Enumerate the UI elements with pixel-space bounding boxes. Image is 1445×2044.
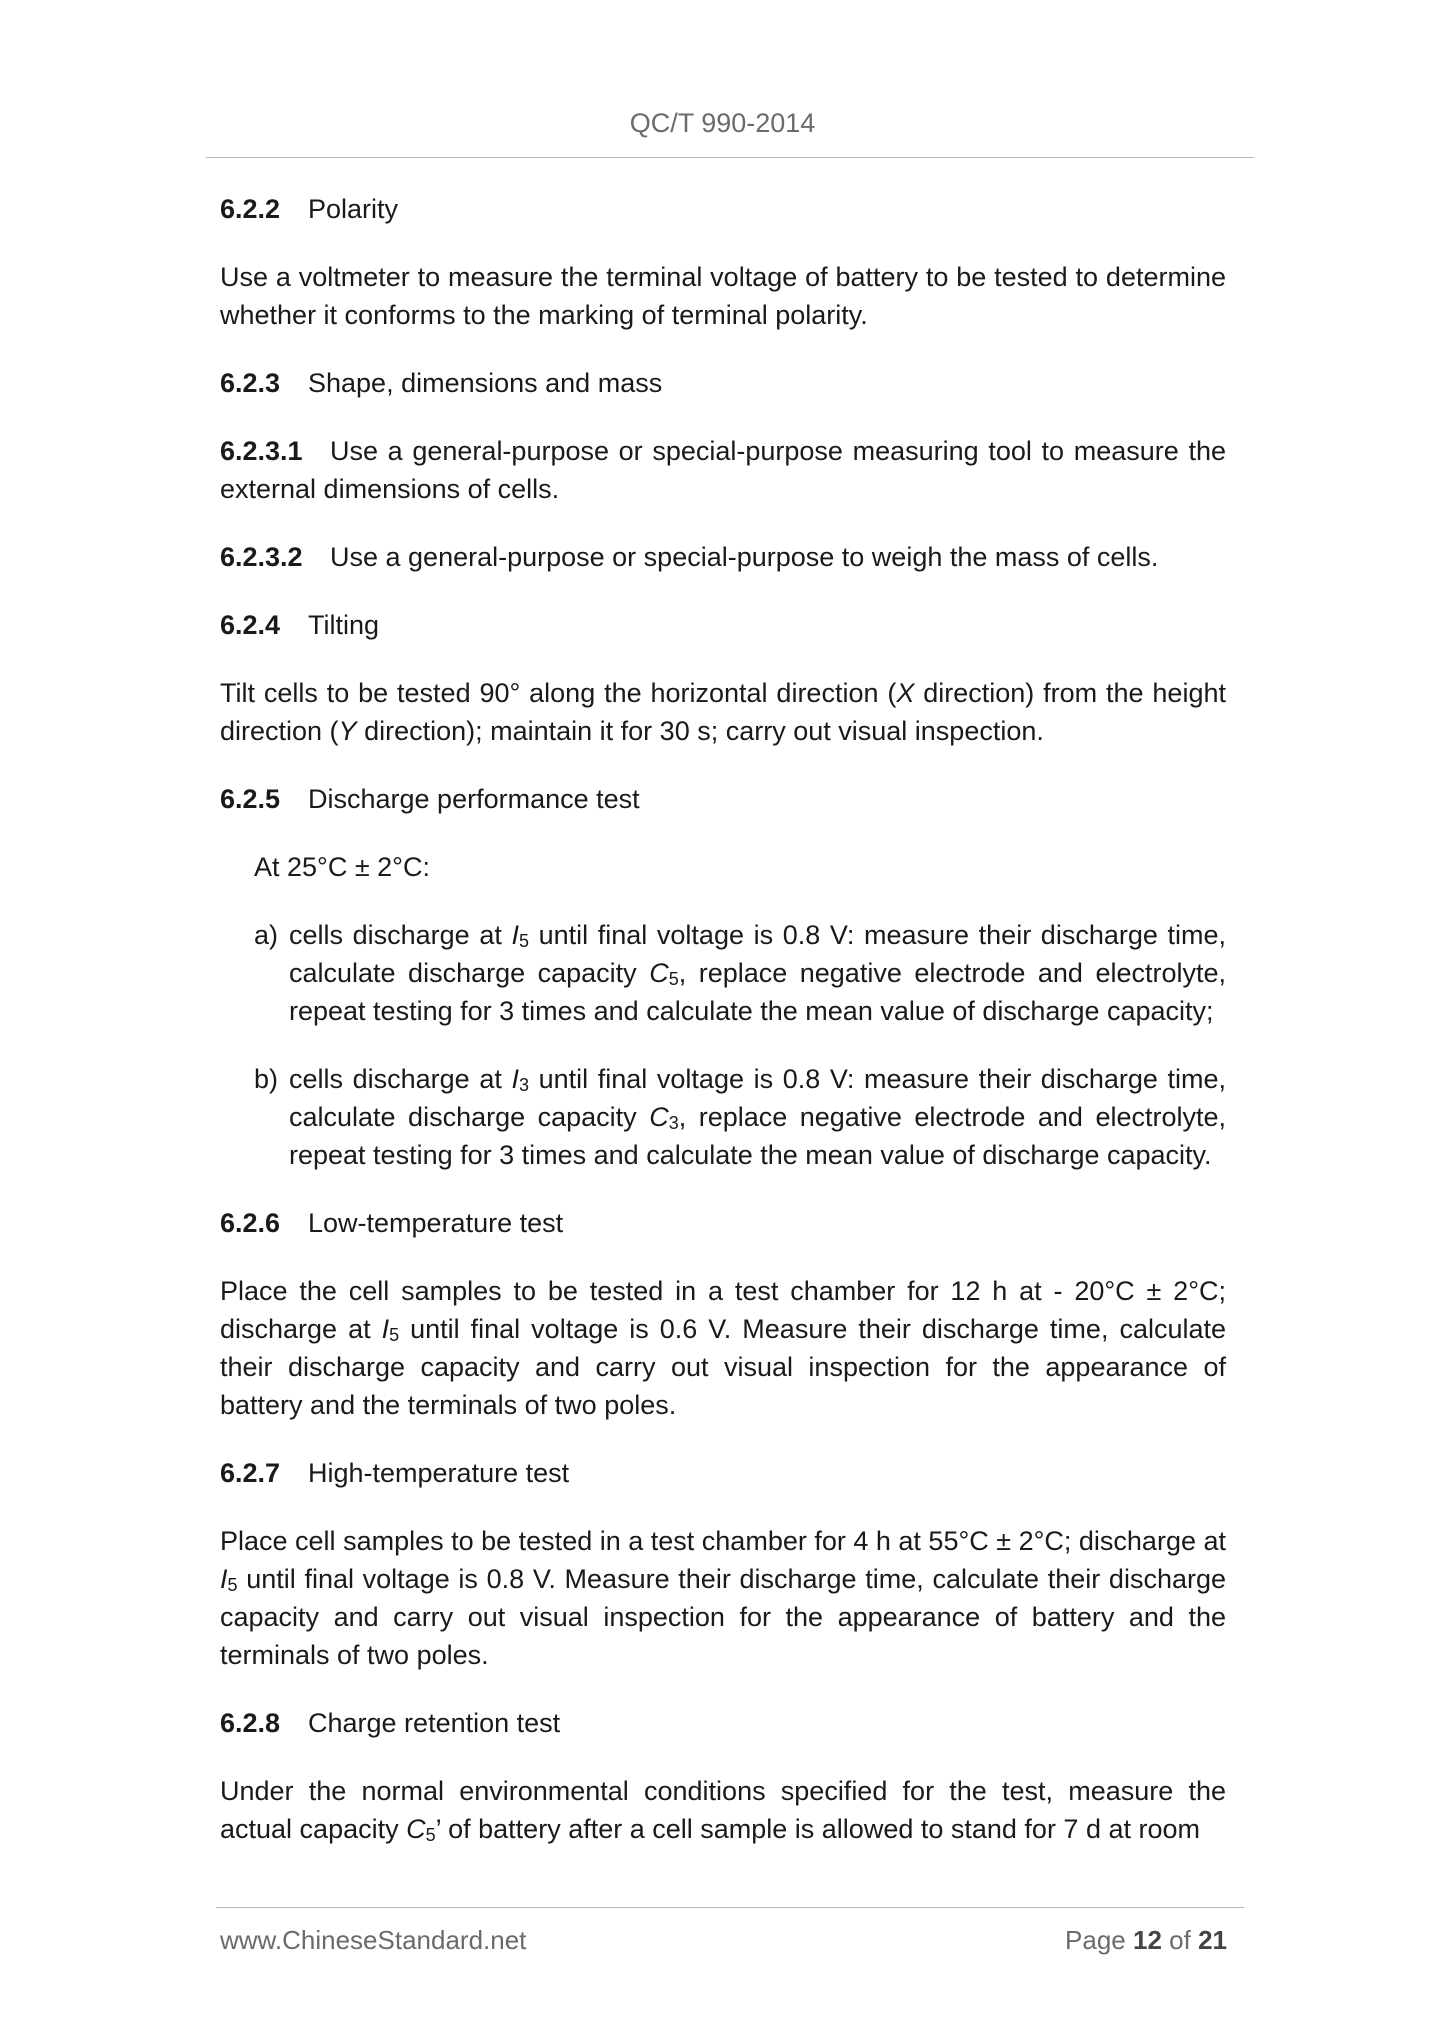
section-title: Shape, dimensions and mass — [308, 368, 663, 398]
variable-c: C — [406, 1814, 426, 1844]
text-run: Place the cell samples to be tested in a test chamber for 12 h at - 20°C ± 2°C; discharge at — [220, 1276, 1226, 1344]
text-run: until final voltage is 0.8 V: measure their discharge time, calculate discharge capacity — [289, 1064, 1226, 1132]
clause-text: Use a general-purpose or special-purpose to weigh the mass of cells. — [330, 542, 1159, 572]
section-heading-6-2-8 — [220, 1704, 1226, 1742]
subscript: 5 — [668, 969, 679, 989]
list-text — [289, 916, 1226, 1030]
total-page-number: 21 — [1198, 1925, 1227, 1955]
subscript: 5 — [518, 931, 529, 951]
section-heading-6-2-7 — [220, 1454, 1226, 1492]
clause-6-2-3-2 — [220, 538, 1226, 576]
document-header-title: QC/T 990-2014 — [629, 108, 816, 138]
section-number: 6.2.6 — [220, 1208, 281, 1238]
section-heading-6-2-5 — [220, 780, 1226, 818]
clause-number: 6.2.3.1 — [220, 436, 303, 466]
clause-text: Use a general-purpose or special-purpose measuring tool to measure the external dimensions of cells. — [220, 436, 1226, 504]
section-number: 6.2.7 — [220, 1458, 281, 1488]
section-heading-6-2-3 — [220, 364, 1226, 402]
section-body-6-2-7 — [220, 1522, 1226, 1674]
footer-page-indicator — [1065, 1925, 1227, 1956]
section-body-6-2-6 — [220, 1272, 1226, 1424]
variable-x: X — [896, 678, 915, 708]
section-body-6-2-4 — [220, 674, 1226, 750]
header-divider — [206, 157, 1254, 158]
list-text — [289, 1060, 1226, 1174]
section-number: 6.2.3 — [220, 368, 281, 398]
clause-6-2-3-1 — [220, 432, 1226, 508]
page-label: Page — [1065, 1925, 1126, 1955]
list-marker: a) — [254, 920, 279, 950]
clause-number: 6.2.3.2 — [220, 542, 303, 572]
text-run: until final voltage is 0.6 V. Measure their discharge time, calculate their discharge capacity and carry out visual inspection for the appearance of battery and the terminals of two poles. — [220, 1314, 1227, 1420]
section-body-6-2-8 — [220, 1772, 1226, 1848]
section-heading-6-2-4 — [220, 606, 1226, 644]
text-run: direction); maintain it for 30 s; carry out visual inspection. — [356, 716, 1044, 746]
footer-divider — [216, 1907, 1244, 1908]
subscript: 3 — [668, 1113, 679, 1133]
text-run: until final voltage is 0.8 V: measure their discharge time, calculate discharge capacity — [289, 920, 1226, 988]
document-body — [220, 190, 1226, 1848]
subscript: 3 — [518, 1075, 529, 1095]
current-page-number: 12 — [1133, 1925, 1162, 1955]
of-label: of — [1169, 1925, 1191, 1955]
text-run: direction) from the height direction ( — [220, 678, 1226, 746]
section-heading-6-2-2 — [220, 190, 1226, 228]
subscript: 5 — [389, 1325, 400, 1345]
footer-website: www.ChineseStandard.net — [220, 1925, 527, 1955]
section-number: 6.2.5 — [220, 784, 281, 814]
text-run: cells discharge at — [289, 920, 512, 950]
section-heading-6-2-6 — [220, 1204, 1226, 1242]
text-run: , replace negative electrode and electrolyte, repeat testing for 3 times and calculate the mean value of discharge capacity; — [289, 958, 1227, 1026]
section-title: Discharge performance test — [308, 784, 640, 814]
subscript: 5 — [425, 1825, 436, 1845]
section-number: 6.2.2 — [220, 194, 281, 224]
section-title: Polarity — [308, 194, 399, 224]
section-number: 6.2.4 — [220, 610, 281, 640]
text-run: Under the normal environmental conditions specified for the test, measure the actual capacity — [220, 1776, 1226, 1844]
variable-i: I — [220, 1564, 228, 1594]
variable-y: Y — [338, 716, 357, 746]
section-body-6-2-2: Use a voltmeter to measure the terminal voltage of battery to be tested to determine whether it conforms to the marking of terminal polarity. — [220, 262, 1226, 330]
list-marker: b) — [254, 1064, 279, 1094]
section-title: Low-temperature test — [308, 1208, 564, 1238]
variable-i: I — [511, 1064, 519, 1094]
subscript: 5 — [227, 1575, 238, 1595]
section-title: Charge retention test — [308, 1708, 561, 1738]
section-number: 6.2.8 — [220, 1708, 281, 1738]
list-item-a — [220, 916, 1226, 1030]
text-run: Place cell samples to be tested in a test chamber for 4 h at 55°C ± 2°C; discharge at — [220, 1526, 1226, 1556]
text-run: , replace negative electrode and electrolyte, repeat testing for 3 times and calculate the mean value of discharge capacity. — [289, 1102, 1227, 1170]
variable-i: I — [511, 920, 519, 950]
section-title: High-temperature test — [308, 1458, 570, 1488]
text-run: Tilt cells to be tested 90° along the horizontal direction ( — [220, 678, 897, 708]
text-run: of battery after a cell sample is allowed to stand for 7 d at room — [440, 1814, 1200, 1844]
prime-mark: ’ — [435, 1814, 441, 1844]
variable-i: I — [381, 1314, 390, 1344]
test-condition: At 25°C ± 2°C: — [254, 852, 430, 882]
list-item-b — [220, 1060, 1226, 1174]
text-run: until final voltage is 0.8 V. Measure their discharge time, calculate their discharge capacity and carry out visual inspection for the appearance of battery and the terminals of two poles. — [220, 1564, 1226, 1670]
section-title: Tilting — [308, 610, 380, 640]
variable-c: C — [649, 1102, 669, 1132]
variable-c: C — [649, 958, 669, 988]
text-run: cells discharge at — [289, 1064, 512, 1094]
